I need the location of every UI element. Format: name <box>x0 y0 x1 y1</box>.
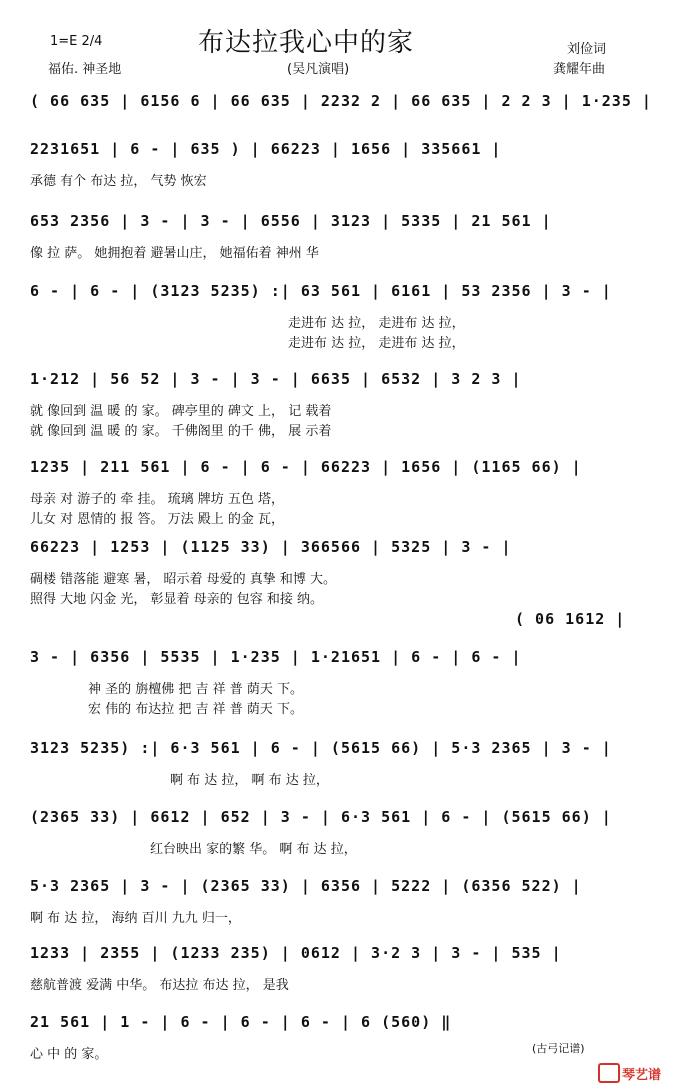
lyric-line: 走进布 达 拉， 走进布 达 拉， <box>288 336 465 351</box>
song-title: 布达拉我心中的家 <box>198 28 415 58</box>
lyric-line: 承德 有个 布达 拉， 气势 恢宏 <box>30 174 207 189</box>
notation-row: 3 - | 6356 | 5535 | 1·235 | 1·21651 | 6 - | 6 - | <box>30 648 522 666</box>
lyric-line: 宏 伟的 布达拉 把 吉 祥 普 荫天 下。 <box>88 702 304 717</box>
lyric-line: 碉楼 错落能 避寒 暑， 昭示着 母爱的 真挚 和博 大。 <box>30 572 337 587</box>
lyric-line: 心 中 的 家。 <box>30 1047 108 1062</box>
lyric-line: 照得 大地 闪金 光， 彰显着 母亲的 包容 和接 纳。 <box>30 592 324 607</box>
singer: (吴凡演唱) <box>287 62 350 77</box>
key-signature: 1=E 2/4 <box>50 34 103 49</box>
lyricist: 刘俭词 <box>567 42 607 57</box>
lyric-line: 儿女 对 恩情的 报 答。 万法 殿上 的金 瓦， <box>30 512 285 527</box>
notation-row: 1233 | 2355 | (1233 235) | 0612 | 3·2 3 | 3 - | 535 | <box>30 944 562 962</box>
lyric-line: 就 像回到 温 暖 的 家。 千佛阁里 的千 佛， 展 示着 <box>30 424 332 439</box>
lyric-line: 慈航普渡 爱满 中华。 布达拉 布达 拉， 是我 <box>30 978 289 993</box>
notation-row: ( 66 635 | 6156 6 | 66 635 | 2232 2 | 66 635 | 2 2 3 | 1·235 | <box>30 92 652 110</box>
notation-row: 3123 5235) :| 6·3 561 | 6 - | (5615 66) | 5·3 2365 | 3 - | <box>30 739 612 757</box>
lyric-line: 母亲 对 游子的 牵 挂。 琉璃 牌坊 五色 塔， <box>30 492 285 507</box>
lyric-line: 啊 布 达 拉， 海纳 百川 九九 归一， <box>30 911 241 926</box>
qinyipu-logo-icon <box>598 1063 620 1083</box>
notation-row: 6 - | 6 - | (3123 5235) :| 63 561 | 6161 | 53 2356 | 3 - | <box>30 282 612 300</box>
notation-row: 5·3 2365 | 3 - | (2365 33) | 6356 | 5222 | (6356 522) | <box>30 877 582 895</box>
notation-row: 2231651 | 6 - | 635 ) | 66223 | 1656 | 335661 | <box>30 140 502 158</box>
composer: 龚耀年曲 <box>553 62 606 77</box>
notation-row: ( 06 1612 | <box>515 610 626 628</box>
lyric-note: 福佑. 神圣地 <box>48 62 122 77</box>
notation-row: (2365 33) | 6612 | 652 | 3 - | 6·3 561 | 6 - | (5615 66) | <box>30 808 612 826</box>
notation-row: 1·212 | 56 52 | 3 - | 3 - | 6635 | 6532 | 3 2 3 | <box>30 370 522 388</box>
lyric-line: 啊 布 达 拉， 啊 布 达 拉， <box>170 773 329 788</box>
lyric-line: 红台映出 家的繁 华。 啊 布 达 拉， <box>150 842 357 857</box>
lyric-line: 神 圣的 旃檀佛 把 吉 祥 普 荫天 下。 <box>88 682 304 697</box>
notation-row: 1235 | 211 561 | 6 - | 6 - | 66223 | 1656 | (1165 66) | <box>30 458 582 476</box>
notation-row: 66223 | 1253 | (1125 33) | 366566 | 5325 | 3 - | <box>30 538 512 556</box>
notation-row: 21 561 | 1 - | 6 - | 6 - | 6 - | 6 (560) ‖ <box>30 1013 452 1031</box>
lyric-line: 就 像回到 温 暖 的 家。 碑亭里的 碑文 上， 记 载着 <box>30 404 332 419</box>
lyric-line: 走进布 达 拉， 走进布 达 拉， <box>288 316 465 331</box>
lyric-line: 像 拉 萨。 她拥抱着 避暑山庄， 她福佑着 神州 华 <box>30 246 319 261</box>
transcriber-credit: (古弓记谱) <box>532 1042 585 1055</box>
notation-row: 653 2356 | 3 - | 3 - | 6556 | 3123 | 5335 | 21 561 | <box>30 212 552 230</box>
brand-name: 琴艺谱 <box>622 1068 662 1083</box>
